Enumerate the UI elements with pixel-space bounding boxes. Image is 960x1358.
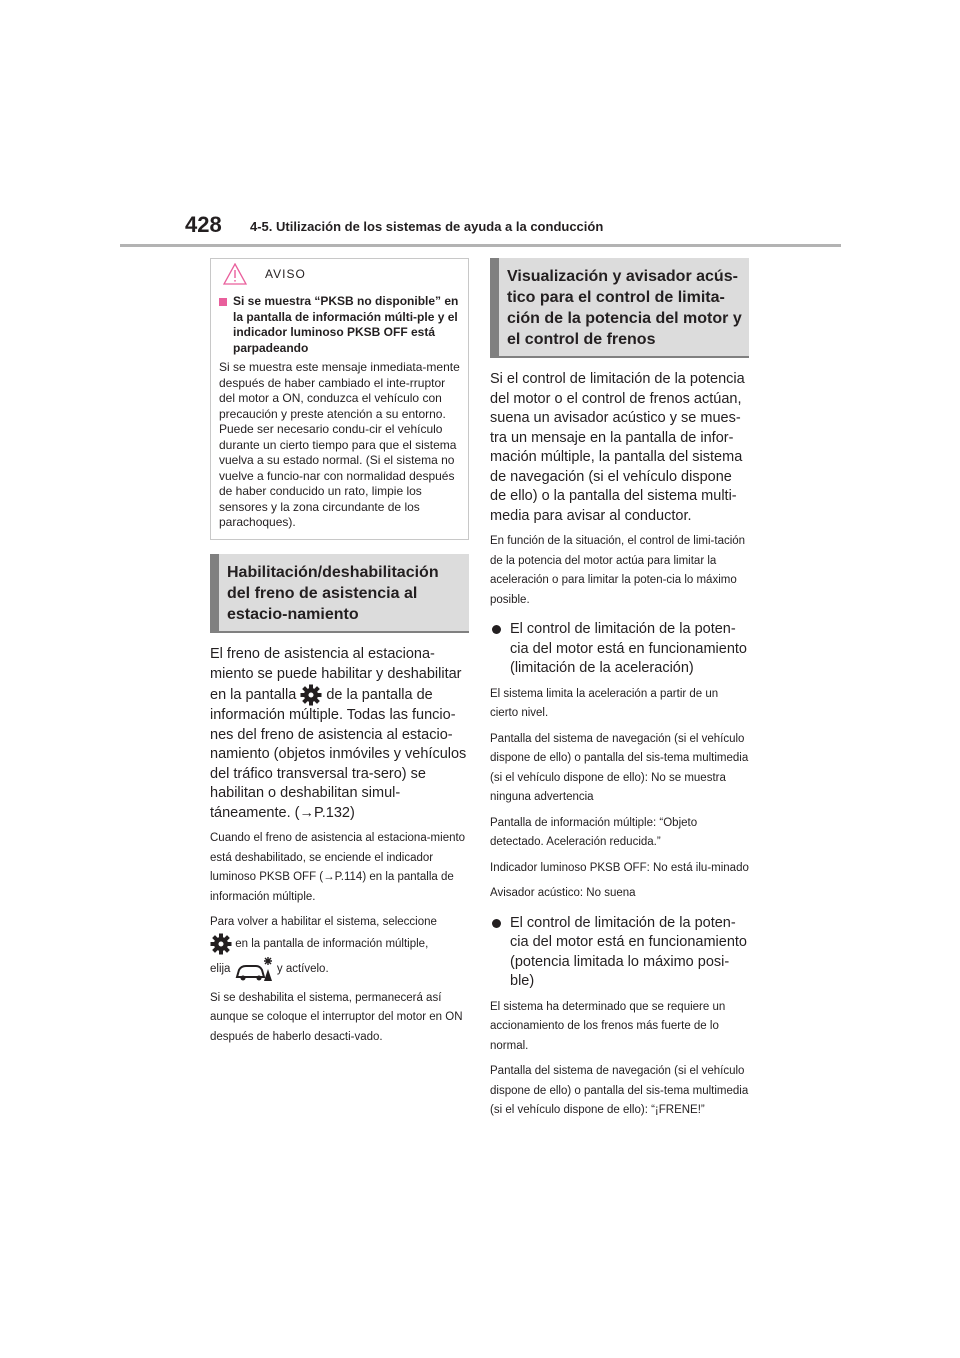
paragraph: El sistema ha determinado que se requiere un accionamiento de los frenos más fuerte de lo normal. — [490, 1000, 726, 1052]
warning-box — [210, 258, 469, 540]
paragraph: Pantalla del sistema de navegación (si el vehículo dispone de ello) o pantalla del sis-tema multimedia (si el vehículo dispone de ello): No se muestra ninguna advertencia — [490, 732, 749, 803]
paragraph: Indicador luminoso PKSB OFF: No está ilu-minado — [490, 861, 749, 874]
header-rule — [120, 244, 841, 247]
warning-body: Si se muestra este mensaje inmediata-mente después de haber cambiado el inte-rruptor del motor a ON, conduzca el vehículo con precaución y preste atención a su entorno. Puede ser necesario condu-cir el vehículo durante un cierto tiempo para que el sistema vuelva a su estado normal. (Si el sistema no vuelve a funcio-nar con normalidad después de haber conducido un rato, limpie los sensores y la zona circundante de los parachoques). — [219, 360, 460, 529]
bullet-item: El control de limitación de la poten-cia del motor está en funcionamiento (limitación de la aceleración) — [490, 620, 749, 679]
page-number: 428 — [185, 212, 222, 237]
section-heading — [490, 258, 749, 358]
warning-header — [211, 259, 468, 289]
paragraph: Avisador acústico: No suena — [490, 887, 636, 899]
square-bullet-icon — [219, 298, 227, 306]
paragraph: Si se deshabilita el sistema, permanecerá así aunque se coloque el interruptor del motor en ON después de haberlo desacti-vado. — [210, 991, 463, 1043]
bullet-item: El control de limitación de la poten-cia del motor está en funcionamiento (potencia limitada lo máximo posi-ble) — [490, 914, 749, 992]
paragraph: El sistema limita la aceleración a partir de un cierto nivel. — [490, 687, 719, 719]
right-column — [490, 258, 749, 1121]
paragraph: Pantalla del sistema de navegación (si el vehículo dispone de ello) o pantalla del sis-tema multimedia (si el vehículo dispone de ello): “¡FRENE!” — [490, 1065, 749, 1116]
paragraph: Si el control de limitación de la potencia del motor o el control de frenos actúan, suena un avisador acústico y se mues-tra un mensaje en la pantalla de infor-mación múltiple, la pantalla del sistema de navegación (si el vehículo dispone de ello) o la pantalla del sistema multi-media para avisar al conductor. — [490, 371, 745, 524]
left-column — [210, 258, 469, 1047]
bullet-dot-icon — [492, 919, 501, 928]
paragraph: Pantalla de información múltiple: “Objeto detectado. Aceleración reducida.” — [490, 816, 698, 848]
chapter-title: 4-5. Utilización de los sistemas de ayuda a la conducción — [250, 219, 604, 234]
paragraph: Para volver a habilitar el sistema, seleccione en la pantalla de información múltiple, elija y actívelo. — [210, 913, 469, 983]
settings-gear-icon — [210, 933, 232, 955]
paragraph: El freno de asistencia al estaciona-miento se puede habilitar y deshabilitar en la pantalla de la pantalla de información múltiple. Todas las funcio-nes del freno de asistencia al estacio-namiento (objetos inmóviles y vehículos del tráfico transversal tra-sero) se habilitan o deshabilitan simul-táneamente. (→P.132) — [210, 646, 467, 821]
bullet-dot-icon — [492, 625, 501, 634]
section-heading — [210, 554, 469, 633]
warning-label: AVISO — [265, 267, 306, 281]
section-heading-text: Habilitación/deshabilitación del freno de asistencia al estacio-namiento — [219, 554, 469, 631]
paragraph: En función de la situación, el control de limi-tación de la potencia del motor actúa para limitar la aceleración o para limitar la poten-cia lo máximo posible. — [490, 535, 746, 606]
parking-brake-car-icon — [234, 955, 274, 983]
section-heading-text: Visualización y avisador acús-tico para el control de limita-ción de la potencia del motor y el control de frenos — [499, 258, 749, 356]
settings-gear-icon — [300, 684, 322, 706]
warning-subtitle-text: Si se muestra “PKSB no disponible” en la pantalla de información múlti-ple y el indicador luminoso PKSB OFF está parpadeando — [233, 294, 459, 355]
warning-triangle-icon — [223, 263, 247, 285]
paragraph: Cuando el freno de asistencia al estaciona-miento está deshabilitado, se enciende el indicador luminoso PKSB OFF (→P.114) en la pantalla de información múltiple. — [210, 832, 466, 903]
warning-subtitle — [211, 289, 468, 356]
